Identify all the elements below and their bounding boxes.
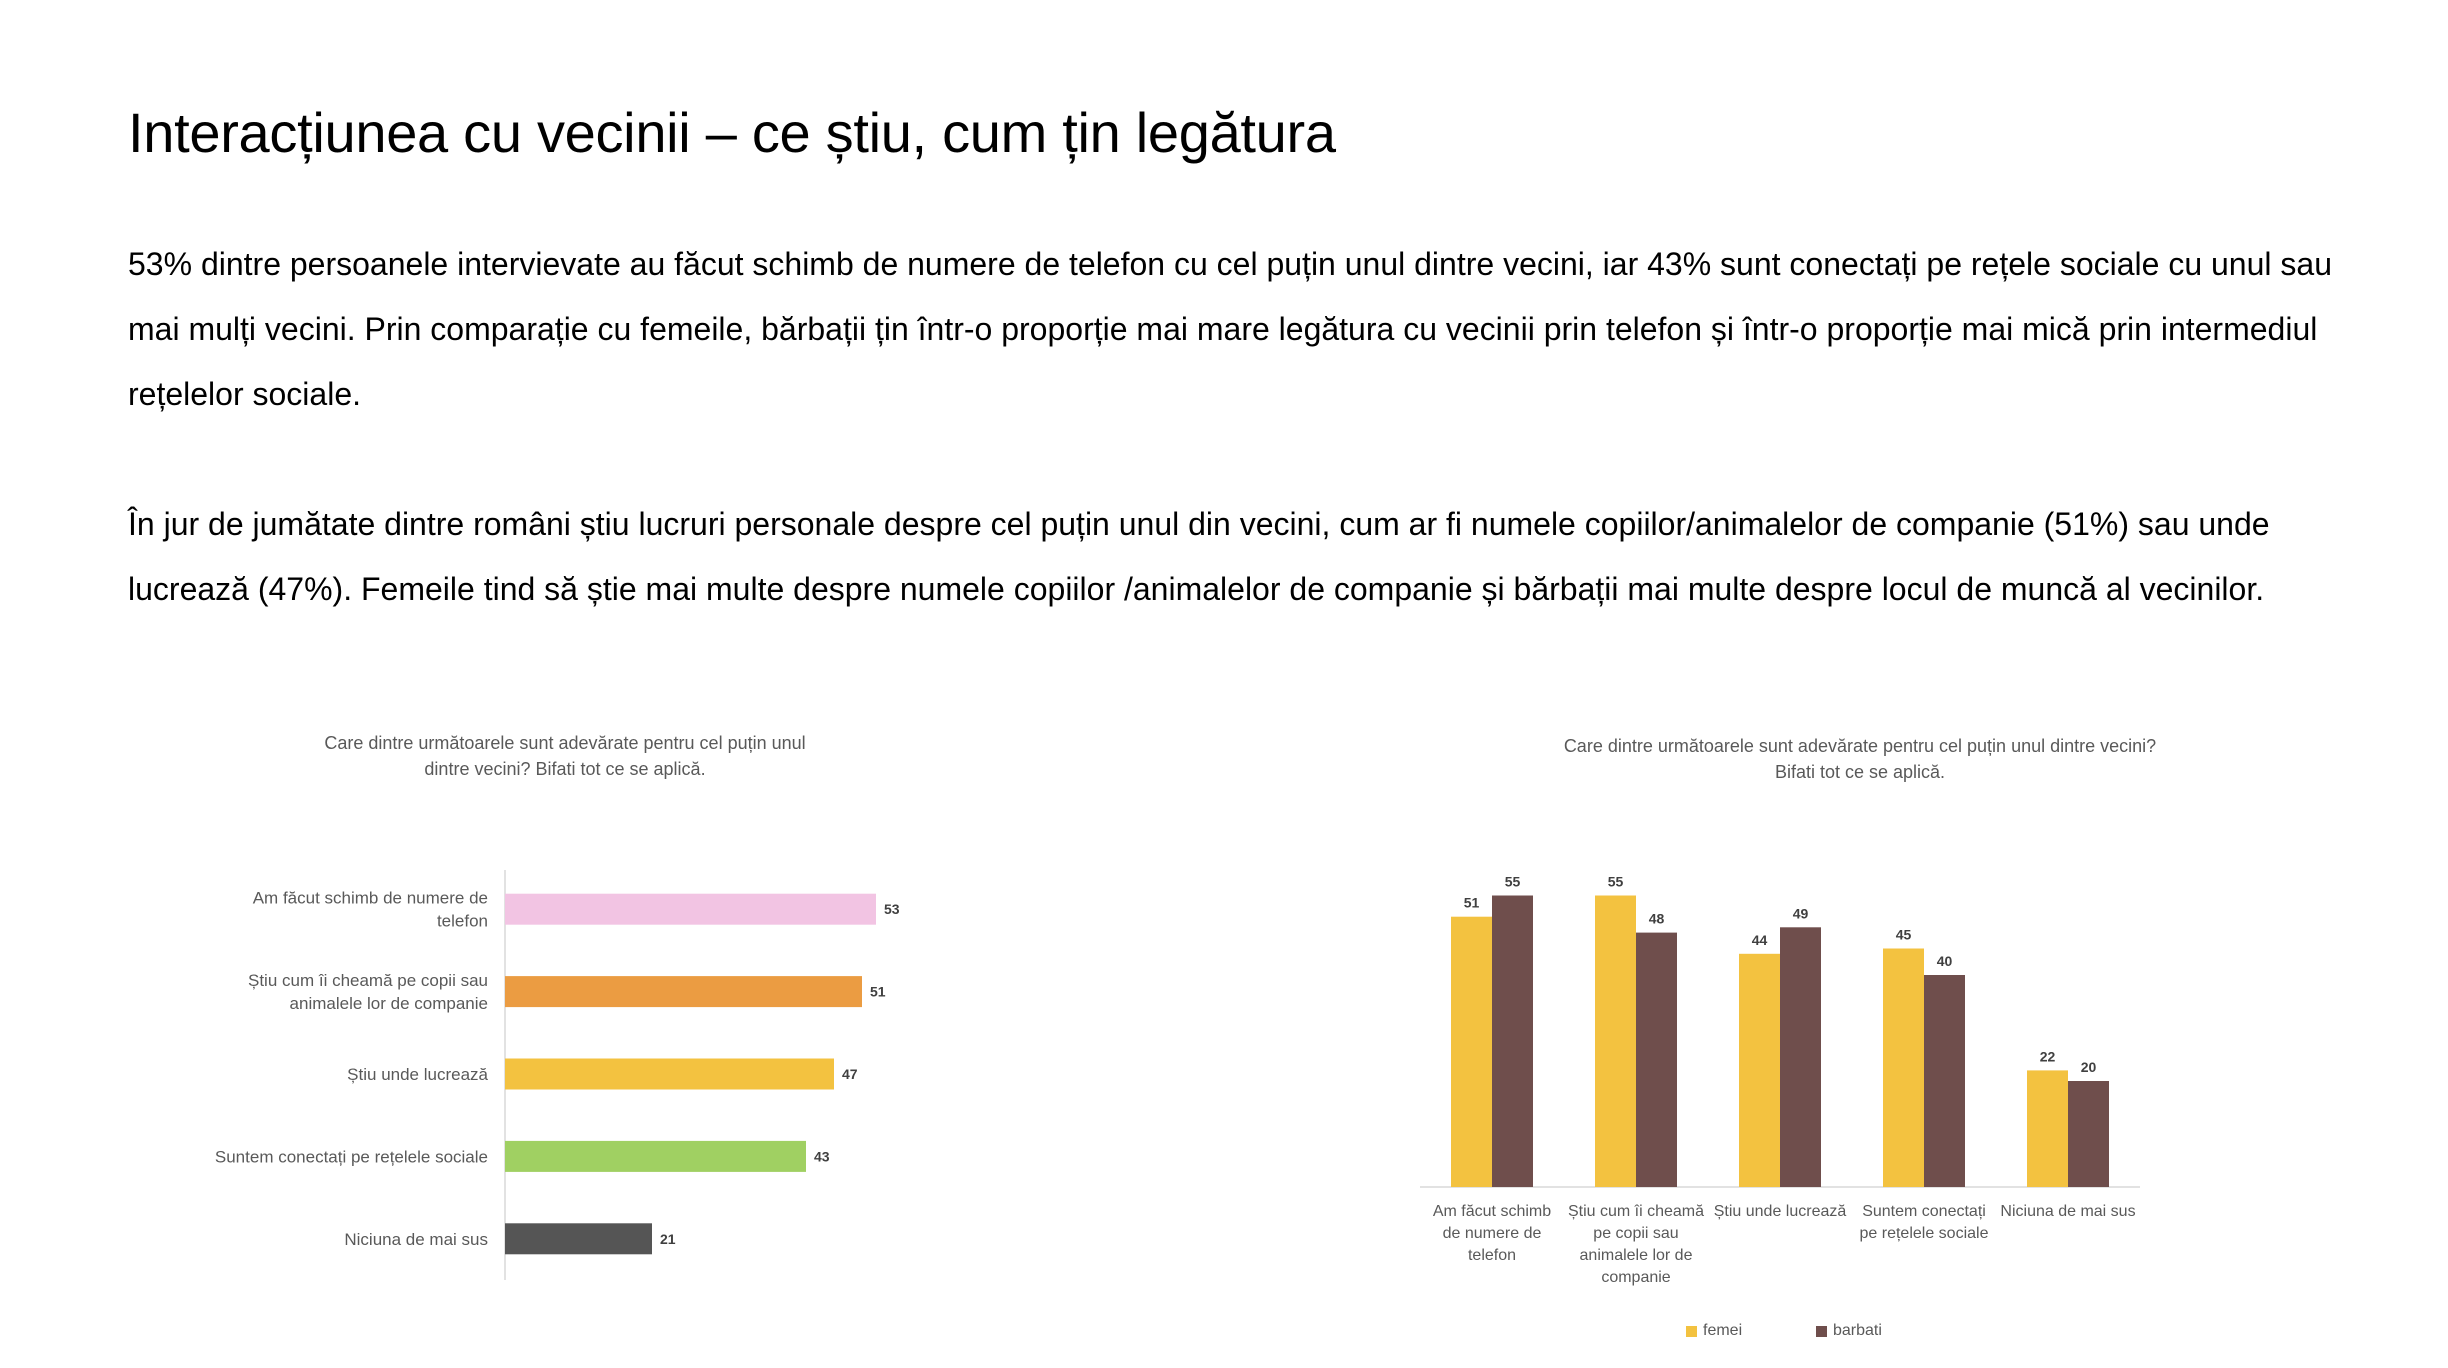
- chart1-title-line: dintre vecini? Bifati tot ce se aplică.: [424, 759, 706, 779]
- category-label: telefon: [436, 911, 488, 931]
- bar: [505, 976, 862, 1007]
- data-label: 45: [1895, 926, 1912, 943]
- data-label: 20: [2080, 1059, 2097, 1075]
- bar-barbati: [1780, 927, 1821, 1187]
- category-label: Am făcut schimb de numere de: [252, 888, 488, 908]
- category-label: animalele lor de: [1579, 1247, 1693, 1264]
- data-label: 49: [1792, 905, 1809, 922]
- data-label: 51: [870, 983, 886, 1000]
- data-label: 55: [1504, 873, 1521, 890]
- data-label: 55: [1607, 873, 1624, 890]
- data-label: 53: [884, 901, 900, 918]
- data-label: 21: [660, 1230, 676, 1247]
- chart2-title: [1380, 733, 2340, 785]
- category-label: companie: [1601, 1269, 1671, 1286]
- bar-femei: [2027, 1070, 2068, 1187]
- category-label: telefon: [1467, 1247, 1517, 1264]
- chart2-title-line: Care dintre următoarele sunt adevărate pentru cel puțin unul dintre vecini?: [1563, 736, 2157, 756]
- category-label: Suntem conectați pe rețelele sociale: [214, 1147, 488, 1167]
- data-label: 43: [814, 1148, 830, 1165]
- category-label: Suntem conectați: [1862, 1203, 1986, 1220]
- category-label: Niciuna de mai sus: [344, 1229, 488, 1249]
- bar-femei: [1739, 954, 1780, 1187]
- category-label: Știu unde lucrează: [347, 1065, 488, 1084]
- category-label: de numere de: [1442, 1225, 1542, 1242]
- category-label: Știu cum îi cheamă: [1567, 1203, 1705, 1220]
- legend-label-femei: femei: [1703, 1322, 1743, 1339]
- category-label: Știu cum îi cheamă pe copii sau: [247, 971, 488, 991]
- bar: [505, 1059, 834, 1090]
- data-label: 40: [1936, 953, 1953, 969]
- chart2-legend: [1686, 1322, 1742, 1340]
- chart2-legend: [1816, 1322, 1882, 1340]
- category-label: Niciuna de mai sus: [2000, 1203, 2136, 1220]
- legend-label-barbati: barbati: [1833, 1322, 1882, 1339]
- category-label: pe rețelele sociale: [1859, 1225, 1989, 1242]
- paragraph-phone-social: 53% dintre persoanele intervievate au făcut schimb de numere de telefon cu cel puțin unul dintre vecini, iar 43% sunt conectați pe rețele sociale cu unul sau mai mulți vecini. Prin comparație cu femeile, bărbații țin într-o proporție mai mare legătura cu vecinii prin telefon și într-o proporție mai mică prin intermediul rețelelor sociale.: [128, 246, 2332, 412]
- data-label: 22: [2039, 1048, 2056, 1065]
- paragraph-personal-knowledge: În jur de jumătate dintre români știu lucruri personale despre cel puțin unul din vecini, cum ar fi numele copiilor/animalelor de companie (51%) sau unde lucrează (47%). Femeile tind să știe mai multe despre numele copiilor /animalelor de companie și bărbații mai multe despre locul de muncă al vecinilor.: [128, 506, 2270, 607]
- data-label: 44: [1751, 931, 1768, 948]
- data-label: 47: [842, 1066, 858, 1082]
- category-label: Am făcut schimb: [1432, 1203, 1552, 1220]
- bar-femei: [1451, 917, 1492, 1187]
- category-label: Știu unde lucrează: [1713, 1203, 1847, 1220]
- bar: [505, 894, 876, 925]
- slide-title: Interacțiunea cu vecinii – ce știu, cum țin legătura: [128, 101, 1336, 164]
- bar: [505, 1141, 806, 1172]
- bar-barbati: [1924, 975, 1965, 1187]
- chart1-title: [280, 730, 850, 782]
- bar-barbati: [1636, 933, 1677, 1187]
- bar-barbati: [2068, 1081, 2109, 1187]
- chart1-title-line: Care dintre următoarele sunt adevărate pentru cel puțin unul: [324, 733, 806, 753]
- category-label: pe copii sau: [1593, 1225, 1679, 1242]
- legend-swatch-barbati: [1816, 1326, 1827, 1337]
- bar: [505, 1223, 652, 1254]
- bar-barbati: [1492, 896, 1533, 1188]
- bar-femei: [1883, 949, 1924, 1188]
- chart-grouped-bar: [1380, 840, 2380, 1300]
- data-label: 51: [1463, 894, 1480, 911]
- legend-swatch-femei: [1686, 1326, 1697, 1337]
- data-label: 48: [1648, 910, 1665, 927]
- chart-horizontal-bar: [0, 850, 1000, 1290]
- bar-femei: [1595, 896, 1636, 1188]
- chart2-title-line: Bifati tot ce se aplică.: [1774, 762, 1946, 782]
- category-label: animalele lor de companie: [289, 994, 488, 1014]
